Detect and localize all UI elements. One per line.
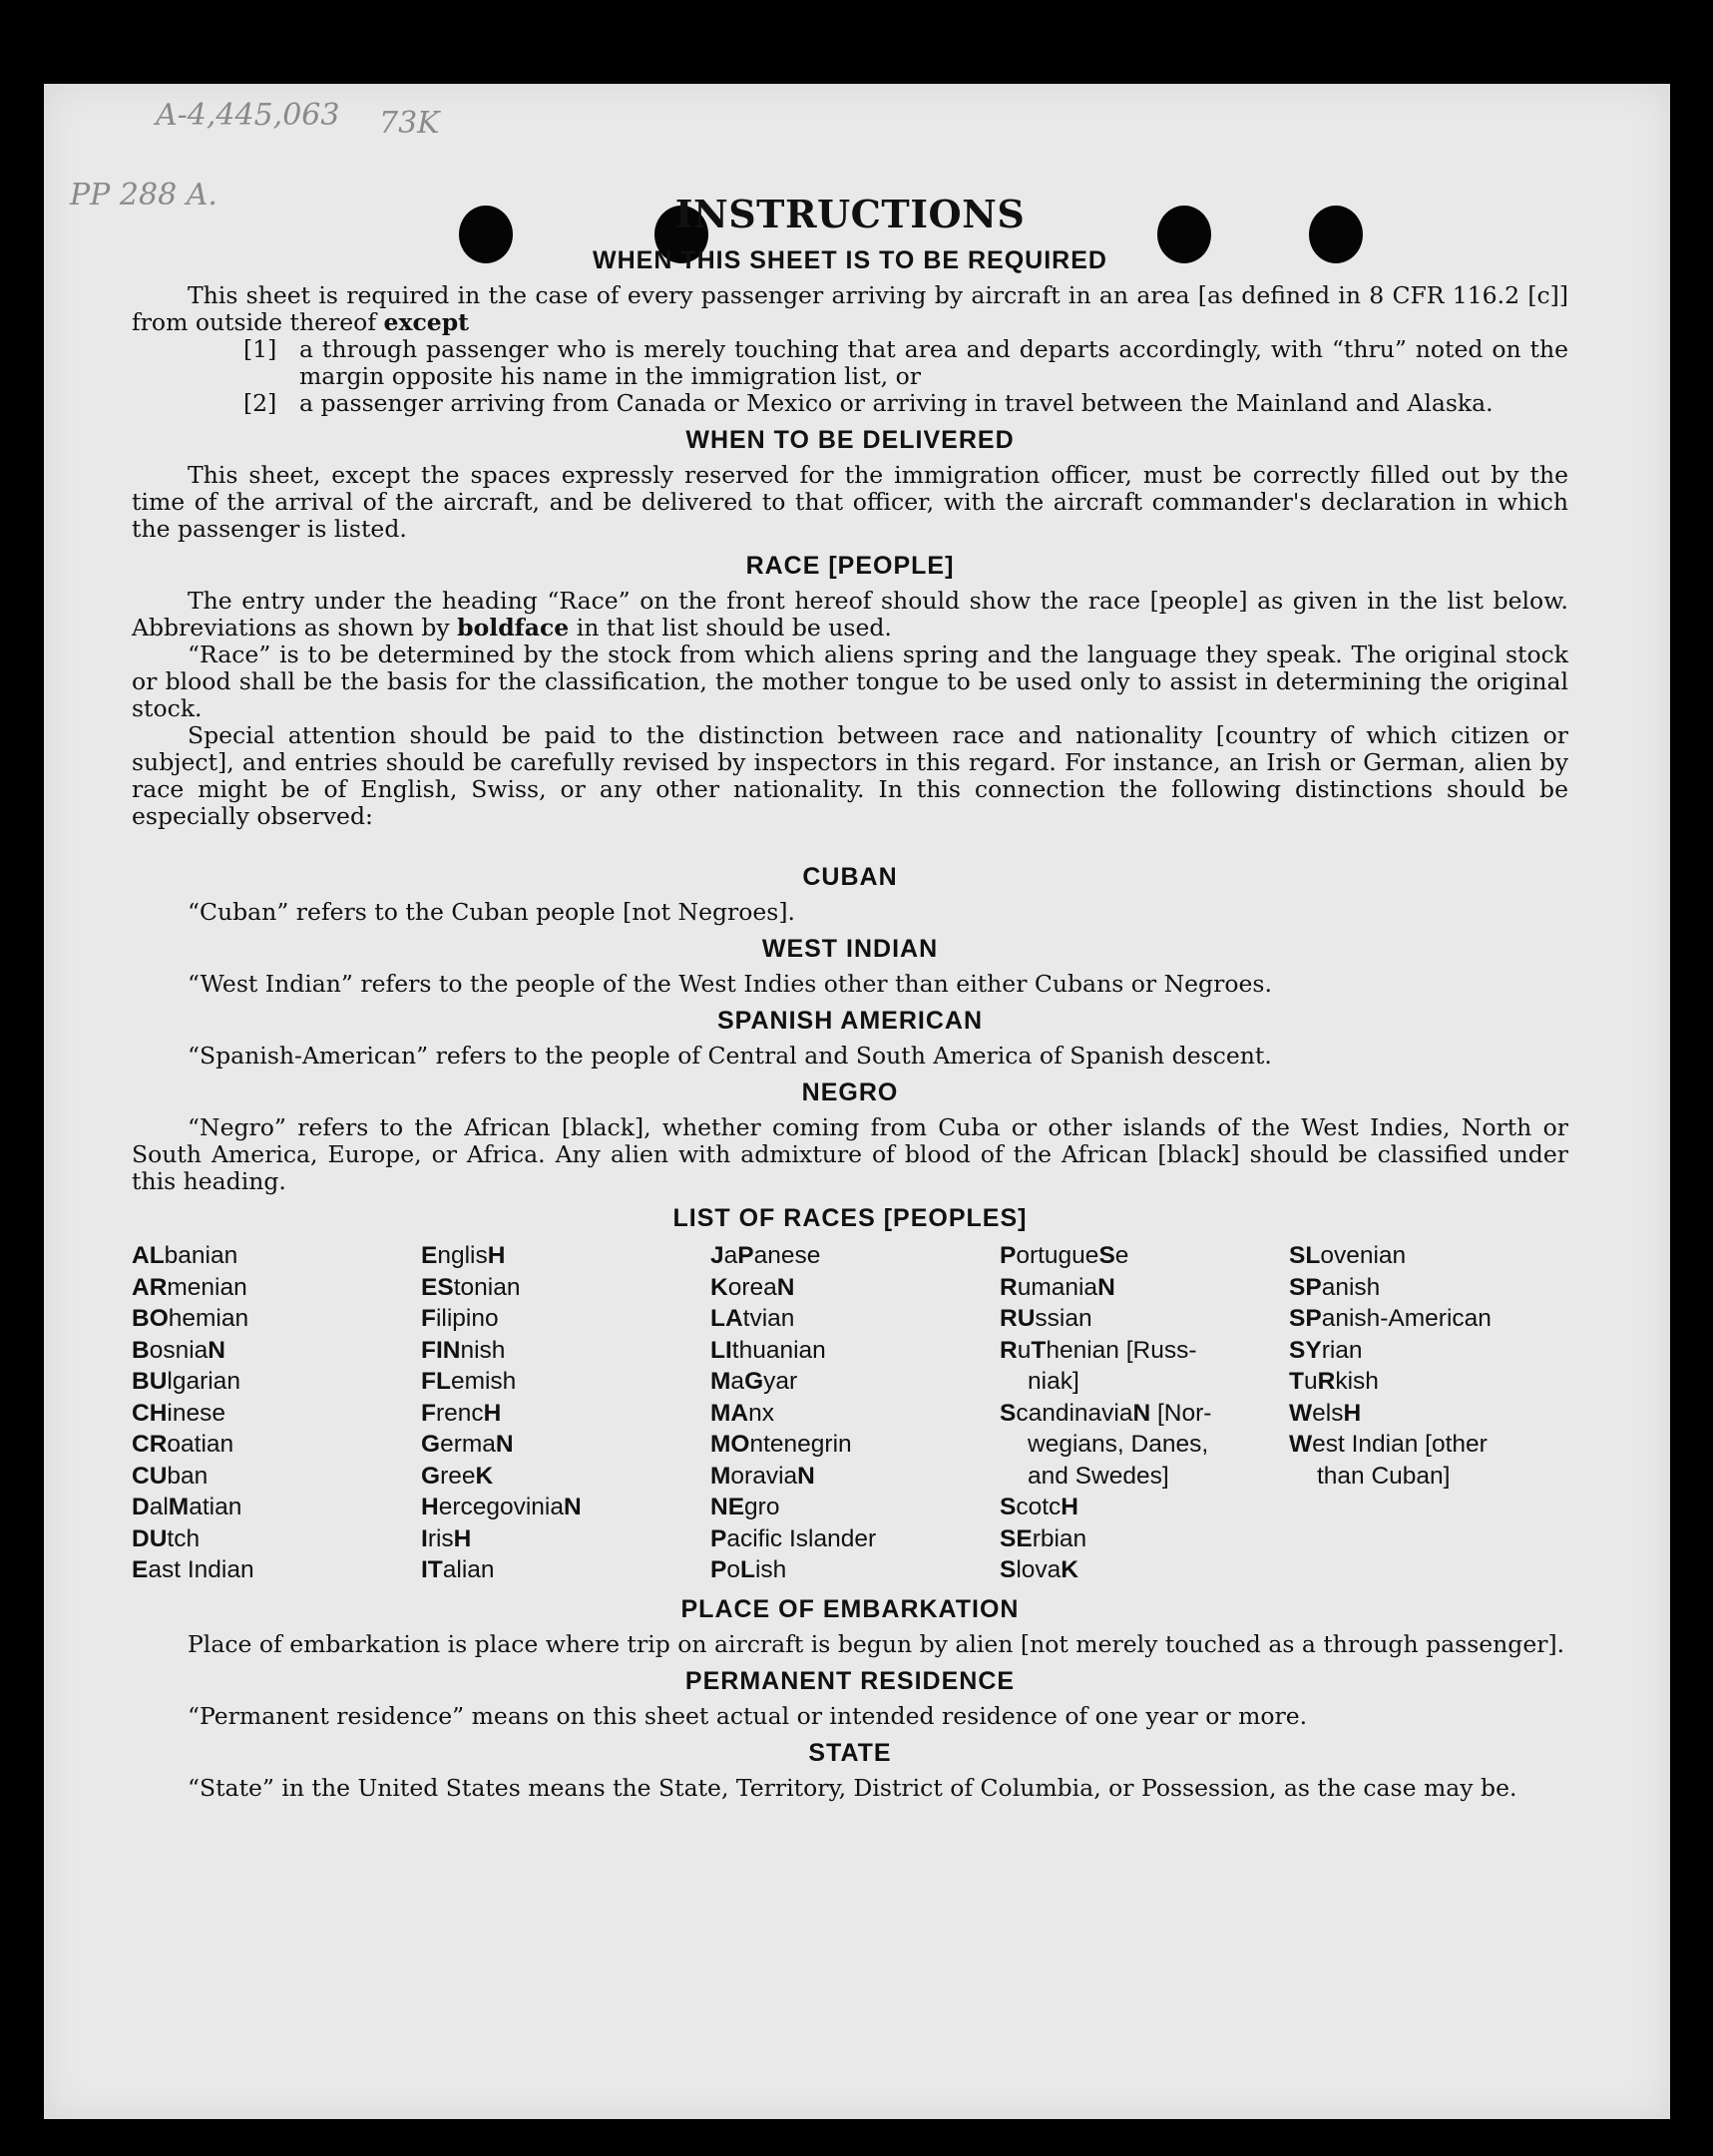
race-entry: RumaniaN — [1000, 1273, 1115, 1301]
race-paragraph-1 — [132, 588, 1568, 642]
race-entry: SPanish — [1289, 1273, 1381, 1301]
race-entry: East Indian — [132, 1556, 254, 1583]
race-entry: West Indian [other — [1289, 1431, 1488, 1458]
race-paragraph-3: Special attention should be paid to the distinction between race and nationality [country of which citizen or subject], and entries should be carefully revised by inspectors in this regard. For instance, an Irish or German, alien by race might be of English, Swiss, or any other nationality. In this connection the following distinctions should be especially observed: — [132, 721, 1568, 830]
race-column — [710, 1240, 1000, 1586]
race-entry: CRoatian — [132, 1431, 234, 1458]
race-entry: SErbian — [1000, 1524, 1087, 1552]
required-intro-text: This sheet is required in the case of every passenger arriving by aircraft in an area [as defined in 8 CFR 116.2 [c]] from outside thereof — [132, 281, 1568, 336]
heading-west-indian: WEST INDIAN — [761, 935, 939, 963]
handwritten-file-number: A-4,445,063 — [156, 98, 340, 133]
race-p1-text-end: in that list should be used. — [569, 614, 892, 642]
race-column — [132, 1240, 421, 1586]
state-text: “State” in the United States means the State, Territory, District of Columbia, or Possession, as the case may be. — [188, 1773, 1517, 1802]
race-entry: IrisH — [421, 1524, 472, 1552]
heading-list-of-races: LIST OF RACES [PEOPLES] — [672, 1204, 1028, 1232]
race-entry: WelsH — [1289, 1399, 1362, 1427]
race-entry: CUban — [132, 1462, 209, 1490]
instructions-body — [132, 192, 1568, 1802]
race-entry: EStonian — [421, 1273, 521, 1301]
race-entry: ScandinaviaN [Nor- — [1000, 1399, 1212, 1427]
race-entry: RUssian — [1000, 1305, 1092, 1332]
heading-cuban: CUBAN — [802, 863, 898, 891]
race-entry-continuation: wegians, Danes, — [1028, 1431, 1209, 1458]
race-entry: BOhemian — [132, 1305, 249, 1332]
heading-when-delivered: WHEN TO BE DELIVERED — [685, 426, 1015, 454]
heading-when-required: WHEN THIS SHEET IS TO BE REQUIRED — [593, 246, 1107, 274]
race-entry-continuation: than Cuban] — [1317, 1462, 1451, 1490]
race-column — [1000, 1240, 1289, 1586]
race-entry: GreeK — [421, 1462, 494, 1490]
race-p1-text: The entry under the heading “Race” on the front hereof should show the race [people] as given in the list below. Abbreviations as shown by — [132, 587, 1568, 642]
race-entry-continuation: niak] — [1028, 1368, 1079, 1395]
race-column — [1289, 1240, 1568, 1586]
race-entry: LAtvian — [710, 1305, 795, 1332]
race-entry: FINnish — [421, 1336, 506, 1364]
heading-spanish-american: SPANISH AMERICAN — [716, 1007, 983, 1035]
race-entry: SYrian — [1289, 1336, 1363, 1364]
race-entry: PoLish — [710, 1556, 787, 1583]
race-entry: MaGyar — [710, 1368, 798, 1395]
residence-text: “Permanent residence” means on this sheet actual or intended residence of one year or more. — [188, 1701, 1308, 1730]
race-entry: DalMatian — [132, 1494, 242, 1520]
race-entry: FLemish — [421, 1368, 517, 1395]
race-entry: SPanish-American — [1289, 1305, 1492, 1332]
delivered-text: This sheet, except the spaces expressly reserved for the immigration officer, must be correctly filled out by the time of the arrival of the aircraft, and be delivered to that officer, with the aircraft commander's declaration in which the passenger is listed. — [132, 461, 1568, 543]
handwritten-code: 73K — [379, 106, 440, 141]
required-item-2 — [132, 390, 1568, 417]
handwritten-reference: PP 288 A. — [70, 178, 217, 213]
race-entry: BosniaN — [132, 1336, 225, 1364]
required-intro-except: except — [383, 308, 470, 336]
race-entry: NEgro — [710, 1494, 780, 1520]
race-entry: HercegoviniaN — [421, 1494, 582, 1520]
page-title: INSTRUCTIONS — [674, 192, 1026, 236]
race-entry: ALbanian — [132, 1242, 238, 1269]
race-entry: PortugueSe — [1000, 1242, 1129, 1269]
race-column — [421, 1240, 710, 1586]
embarkation-text: Place of embarkation is place where trip on aircraft is begun by alien [not merely touched as a through passenger]. — [188, 1629, 1565, 1658]
race-entry: RuThenian [Russ- — [1000, 1336, 1197, 1364]
required-item-1 — [132, 336, 1568, 390]
west-indian-text: “West Indian” refers to the people of the West Indies other than either Cubans or Negroes. — [188, 970, 1272, 998]
race-entry: ITalian — [421, 1556, 495, 1583]
item-text: a passenger arriving from Canada or Mexico or arriving in travel between the Mainland and Alaska. — [299, 389, 1494, 417]
race-entry: BUlgarian — [132, 1368, 240, 1395]
race-entry: KoreaN — [710, 1273, 795, 1301]
race-entry: Filipino — [421, 1305, 499, 1332]
race-entry: DUtch — [132, 1524, 201, 1552]
required-intro — [132, 282, 1568, 336]
race-entry: TuRkish — [1289, 1368, 1379, 1395]
race-entry: MAnx — [710, 1399, 774, 1427]
race-entry: GermaN — [421, 1431, 514, 1458]
race-entry: LIthuanian — [710, 1336, 826, 1364]
heading-place-of-embarkation: PLACE OF EMBARKATION — [680, 1594, 1020, 1623]
race-entry: FrencH — [421, 1399, 502, 1427]
race-entry: Pacific Islander — [710, 1524, 877, 1552]
heading-race: RACE [PEOPLE] — [745, 552, 955, 580]
race-list — [132, 1240, 1568, 1586]
race-paragraph-2: “Race” is to be determined by the stock from which aliens spring and the language they speak. The original stock or blood shall be the basis for the classification, the mother tongue to be used only to assist in determining the original stock. — [132, 641, 1568, 722]
heading-permanent-residence: PERMANENT RESIDENCE — [684, 1666, 1016, 1695]
race-entry: ScotcH — [1000, 1494, 1078, 1520]
race-p1-boldface: boldface — [457, 614, 570, 642]
negro-text: “Negro” refers to the African [black], whether coming from Cuba or other islands of the West Indies, North or South America, Europe, or Africa. Any alien with admixture of blood of the African [black] should be classified under this heading. — [132, 1113, 1568, 1195]
race-entry: EnglisH — [421, 1242, 506, 1269]
item-number: [1] — [243, 335, 277, 363]
race-entry-continuation: and Swedes] — [1028, 1462, 1169, 1490]
race-entry: SLovenian — [1289, 1242, 1407, 1269]
race-entry: ARmenian — [132, 1273, 247, 1301]
heading-negro: NEGRO — [801, 1078, 899, 1106]
cuban-text: “Cuban” refers to the Cuban people [not Negroes]. — [188, 898, 796, 926]
race-entry: CHinese — [132, 1399, 225, 1427]
spanish-american-text: “Spanish-American” refers to the people of Central and South America of Spanish descent. — [188, 1042, 1272, 1070]
item-number: [2] — [243, 389, 277, 417]
race-entry: MoraviaN — [710, 1462, 815, 1490]
heading-state: STATE — [808, 1738, 892, 1767]
race-entry: JaPanese — [710, 1242, 821, 1269]
race-entry: MOntenegrin — [710, 1431, 852, 1458]
item-text: a through passenger who is merely touching that area and departs accordingly, with “thru” noted on the margin opposite his name in the immigration list, or — [299, 335, 1568, 390]
race-entry: SlovaK — [1000, 1556, 1078, 1583]
